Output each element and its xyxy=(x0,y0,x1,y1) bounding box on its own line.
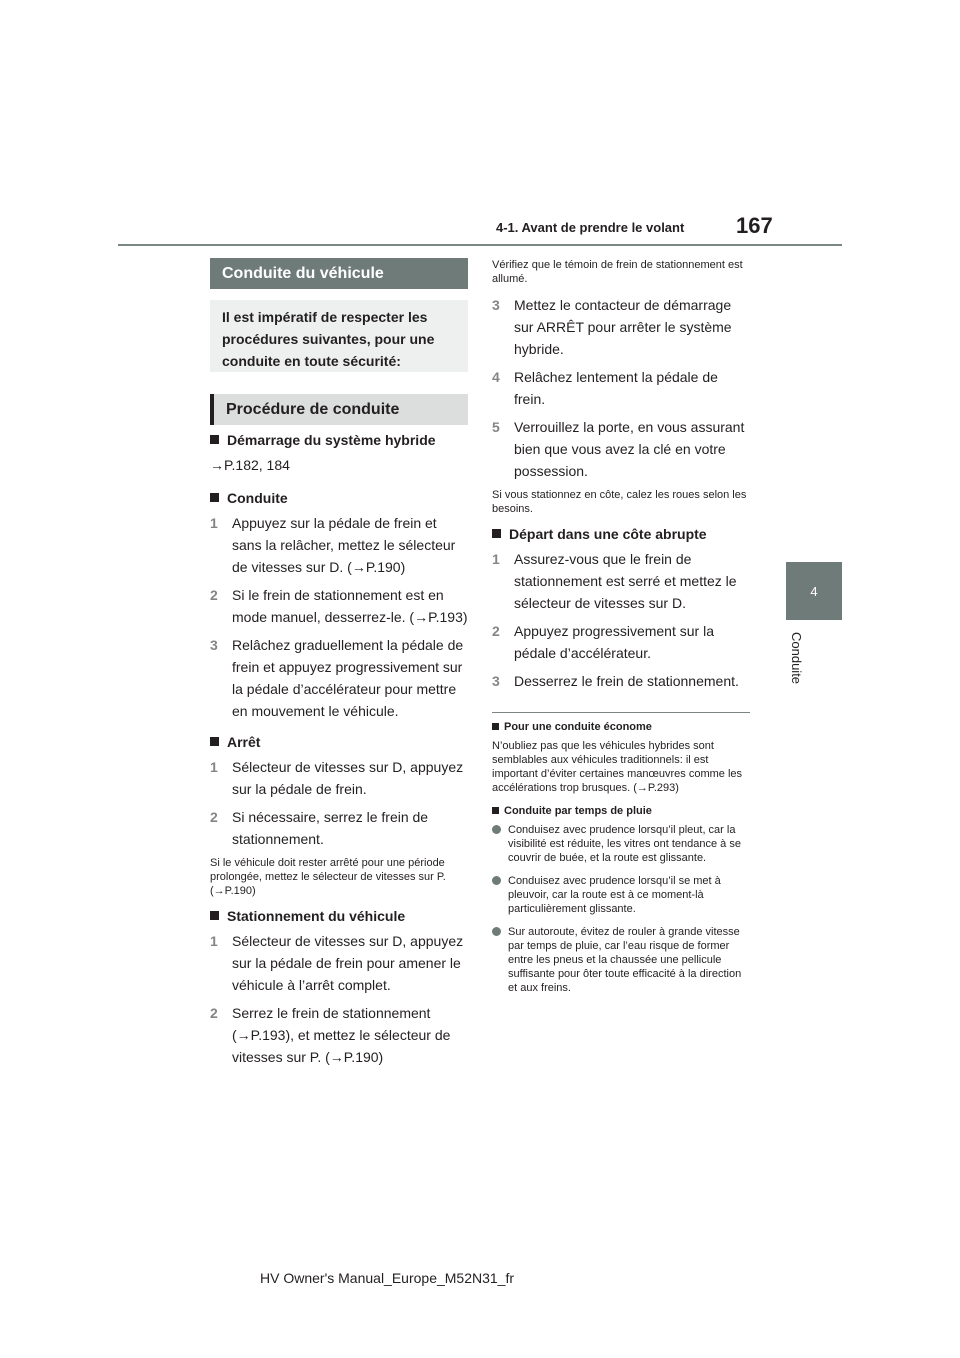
section-title: 4-1. Avant de prendre le volant xyxy=(496,220,685,235)
step-item xyxy=(492,670,752,692)
step-number: 2 xyxy=(210,809,218,825)
step-text: Sélecteur de vitesses sur D, appuyez sur la pédale de frein. xyxy=(232,759,464,797)
note-title-econome: Pour une conduite économe xyxy=(492,721,752,733)
note-temoin: Vérifiez que le témoin de frein de stationnement est allumé. xyxy=(492,259,743,285)
bullets-pluie xyxy=(492,823,752,995)
step-text: Mettez le contacteur de démarrage sur ARRÊT pour arrêter le système hybride. xyxy=(514,297,732,357)
bullet-dot-icon xyxy=(492,825,501,834)
intro-box: Il est impératif de respecter les procédures suivantes, pour une conduite en toute sécurité: xyxy=(210,300,468,372)
chapter-label: Conduite xyxy=(789,632,804,685)
steps-stationnement xyxy=(210,930,470,1068)
footer-text: HV Owner's Manual_Europe_M52N31_fr xyxy=(260,1270,515,1286)
step-number: 5 xyxy=(492,419,500,435)
step-number: 2 xyxy=(210,1005,218,1021)
note-arret: Si le véhicule doit rester arrêté pour une période prolongée, mettez le sélecteur de vitesses sur P. (→P.190) xyxy=(210,857,446,897)
step-item xyxy=(492,548,752,614)
bullet-text: Sur autoroute, évitez de rouler à grande vitesse par temps de pluie, car l’eau risque de former entre les pneus et la chaussée une pellicule suffisante pour ôter toute efficacité à la direction et aux freins. xyxy=(508,926,742,994)
steps-arret xyxy=(210,756,470,850)
step-number: 1 xyxy=(492,551,500,567)
steps-conduite xyxy=(210,512,470,722)
subheading-demarrage: Démarrage du système hybride xyxy=(210,432,470,448)
page-number: 167 xyxy=(736,213,773,238)
steps-suite xyxy=(492,294,752,482)
step-text: Si nécessaire, serrez le frein de stationnement. xyxy=(232,809,429,847)
step-text: Relâchez lentement la pédale de frein. xyxy=(514,369,718,407)
step-item xyxy=(492,366,752,410)
step-number: 3 xyxy=(492,673,500,689)
bullet-dot-icon xyxy=(492,927,501,936)
bullet-item xyxy=(492,823,752,865)
step-number: 4 xyxy=(492,369,500,385)
step-text: Appuyez sur la pédale de frein et sans la relâcher, mettez le sélecteur de vitesses sur D. (→P.190) xyxy=(232,515,456,575)
step-item xyxy=(210,512,470,578)
step-item xyxy=(210,756,470,800)
step-text: Desserrez le frein de stationnement. xyxy=(514,673,739,689)
step-item xyxy=(210,634,470,722)
step-item xyxy=(210,930,470,996)
step-number: 1 xyxy=(210,515,218,531)
step-number: 2 xyxy=(210,587,218,603)
chapter-number: 4 xyxy=(810,583,818,599)
step-number: 1 xyxy=(210,933,218,949)
note-title-pluie: Conduite par temps de pluie xyxy=(492,805,752,817)
step-text: Si le frein de stationnement est en mode manuel, desserrez-le. (→P.193) xyxy=(232,587,468,625)
bullet-item xyxy=(492,874,752,916)
step-item xyxy=(210,1002,470,1068)
step-item xyxy=(492,294,752,360)
right-column xyxy=(492,258,752,1004)
step-text: Relâchez graduellement la pédale de frein et appuyez progressivement sur la pédale d’accélérateur pour mettre en mouvement le véhicule. xyxy=(232,637,464,719)
box-title-conduite: Conduite du véhicule xyxy=(210,258,468,289)
bullet-dot-icon xyxy=(492,876,501,885)
subheading-depart-cote: Départ dans une côte abrupte xyxy=(492,526,752,542)
step-item xyxy=(210,806,470,850)
step-text: Appuyez progressivement sur la pédale d’accélérateur. xyxy=(514,623,714,661)
note-text-econome: N’oubliez pas que les véhicules hybrides sont semblables aux véhicules traditionnels: il est important d’éviter certaines manœuvres comme les accélérations trop brusques. (→P.293) xyxy=(492,740,743,794)
left-column xyxy=(210,432,470,1074)
step-number: 1 xyxy=(210,759,218,775)
step-text: Serrez le frein de stationnement (→P.193), et mettez le sélecteur de vitesses sur P. (→P.190) xyxy=(232,1005,451,1065)
notes-separator xyxy=(492,712,750,713)
bullet-text: Conduisez avec prudence lorsqu’il pleut, car la visibilité est réduite, les vitres ont tendance à se couvrir de buée, et la route est glissante. xyxy=(508,824,741,864)
subheading-arret: Arrêt xyxy=(210,734,470,750)
step-number: 2 xyxy=(492,623,500,639)
box-title-procedure: Procédure de conduite xyxy=(210,394,468,425)
step-text: Verrouillez la porte, en vous assurant bien que vous avez la clé en votre possession. xyxy=(514,419,745,479)
step-item xyxy=(210,584,470,628)
step-number: 3 xyxy=(210,637,218,653)
subheading-conduite: Conduite xyxy=(210,490,470,506)
header-rule xyxy=(118,244,842,246)
step-item xyxy=(492,620,752,664)
step-number: 3 xyxy=(492,297,500,313)
note-cote: Si vous stationnez en côte, calez les roues selon les besoins. xyxy=(492,489,747,515)
subheading-stationnement: Stationnement du véhicule xyxy=(210,908,470,924)
step-text: Assurez-vous que le frein de stationnement est serré et mettez le sélecteur de vitesses sur D. xyxy=(514,551,737,611)
bullet-text: Conduisez avec prudence lorsqu’il se met à pleuvoir, car la route est à ce moment-là particulièrement glissante. xyxy=(508,875,721,915)
chapter-tab[interactable] xyxy=(786,562,842,620)
bullet-item xyxy=(492,925,752,995)
steps-depart-cote xyxy=(492,548,752,692)
step-item xyxy=(492,416,752,482)
step-text: Sélecteur de vitesses sur D, appuyez sur la pédale de frein pour amener le véhicule à l’arrêt complet. xyxy=(232,933,464,993)
ref-demarrage: →P.182, 184 xyxy=(210,457,290,473)
